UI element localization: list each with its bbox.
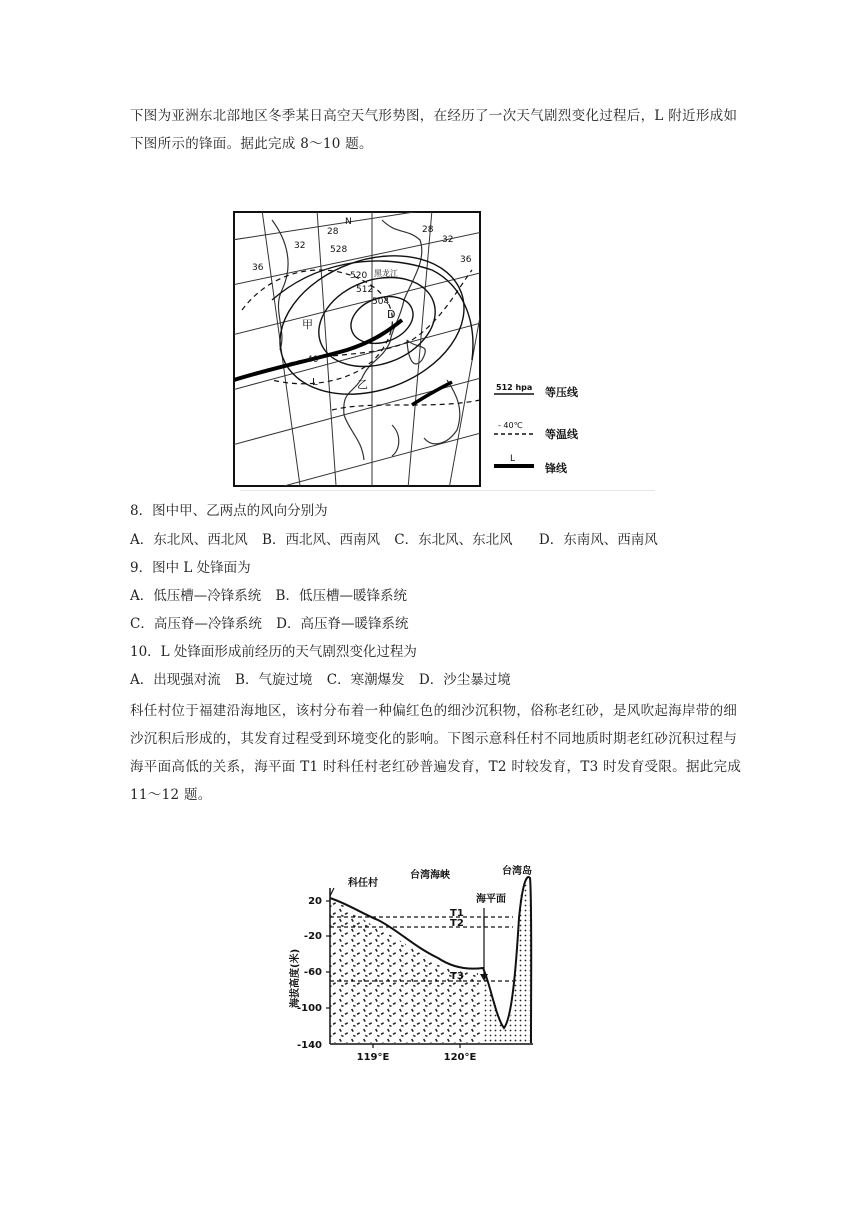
q10-option-b[interactable]: B．气旋过境 [235,672,313,688]
label-28a: 28 [327,227,339,237]
label-T3: T3 [450,971,464,982]
label-river: 黑龙江 [374,269,398,278]
ylabel: 海拔高度(米) [290,948,301,1008]
q9-option-d[interactable]: D．高压脊—暖锋系统 [276,616,409,632]
label-520: 520 [350,271,368,281]
q8-options [130,529,668,551]
divider [240,490,655,491]
label-D: D [387,308,396,321]
legend-isotherm-sample: - 40℃ [498,421,523,430]
map-legend [490,378,600,476]
q8-option-b[interactable]: B．西北风、西南风 [262,532,380,548]
q8-option-a[interactable]: A．东北风、西北风 [130,532,248,548]
ytick-minus60: -60 [303,967,322,978]
q9-stem: 9．图中 L 处锋面为 [130,560,251,576]
label-40: 40 [307,355,319,365]
q10-option-c[interactable]: C．寒潮爆发 [326,672,405,688]
q8-option-c[interactable]: C．东北风、东北风 [394,532,513,548]
label-T1: T1 [450,908,464,919]
legend-isobar: 等压线 [545,386,578,399]
q9-options-row2 [130,613,418,635]
xtick-120E: 120°E [443,1052,477,1063]
q9-option-c[interactable]: C．高压脊—冷锋系统 [130,616,262,632]
ytick-minus100: -100 [296,1003,322,1014]
label-sea-level: 海平面 [476,894,506,905]
label-528: 528 [330,245,348,255]
label-28b: 28 [422,225,434,235]
label-strait: 台湾海峡 [410,870,450,881]
legend-isobar-sample: 512 hpa [496,383,533,392]
label-island: 台湾岛 [502,866,532,877]
legend-front-sample: L [510,454,516,464]
label-T2: T2 [450,918,464,929]
legend-front: 锋线 [545,462,567,475]
label-yi: 乙 [357,378,368,391]
xtick-119E: 119°E [356,1052,390,1063]
q10-options [130,669,521,691]
label-front-L: L [312,377,318,388]
ytick-minus140: -140 [296,1040,322,1051]
q10-option-d[interactable]: D．沙尘暴过境 [418,672,511,688]
label-32a: 32 [294,241,306,251]
label-32b: 32 [442,235,454,245]
weather-map [232,210,482,490]
label-village: 科任村 [348,878,378,889]
q8-option-d[interactable]: D．东南风、西南风 [538,532,658,548]
q10-option-a[interactable]: A．出现强对流 [130,672,221,688]
legend-isotherm: 等温线 [545,428,578,441]
intro-paragraph-2: 科任村位于福建沿海地区，该村分布着一种偏红色的细沙沉积物，俗称老红砂，是风吹起海岸带的细沙沉积后形成的，其发育过程受到环境变化的影响。下图示意科任村不同地质时期老红砂沉积过程与海平面高低的关系，海平面 T1 时科任村老红砂普遍发育，T2 时较发育，T3 时发育受限。据此完成 11～12 题。 [130,703,742,803]
label-36b: 36 [460,255,472,265]
q9-option-a[interactable]: A．低压槽—冷锋系统 [130,588,262,604]
q10-stem: 10．L 处锋面形成前经历的天气剧烈变化过程为 [130,644,417,660]
label-jia: 甲 [302,318,313,331]
sea-level-profile [278,858,548,1068]
label-504: 504 [372,297,390,307]
q8-stem: 8．图中甲、乙两点的风向分别为 [130,503,328,519]
ytick-20: 20 [308,896,322,907]
label-36a: 36 [252,263,264,273]
q9-option-b[interactable]: B．低压槽—暖锋系统 [275,588,407,604]
label-N: N [345,217,352,227]
label-512: 512 [356,285,374,295]
q9-options-row1 [130,585,417,607]
intro-paragraph-1: 下图为亚洲东北部地区冬季某日高空天气形势图，在经历了一次天气剧烈变化过程后，L 附近形成如下图所示的锋面。据此完成 8～10 题。 [130,108,738,152]
ytick-minus20: -20 [303,931,322,942]
